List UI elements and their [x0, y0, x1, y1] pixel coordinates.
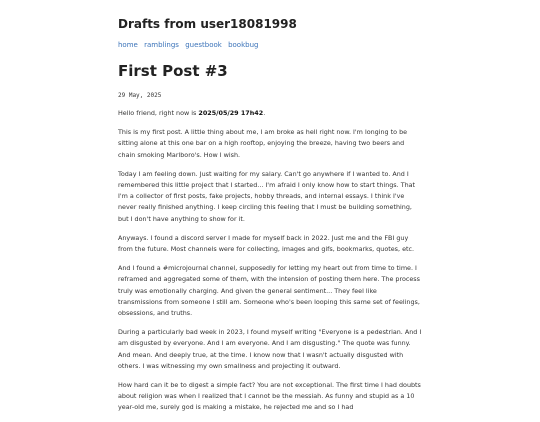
post-paragraph: And I found a #microjournal channel, supposedly for letting my heart out from time to time. I reframed and aggregated some of them, with the intension of posting them here. The process truly was emotionally charging. And given the general sentiment... They feel like transmissions from someone I still am. Someone who's been looping this same set of feelings, obsessions, and truths.	[118, 264, 420, 318]
greeting-suffix: .	[263, 109, 266, 117]
nav-link-ramblings[interactable]: ramblings	[144, 41, 179, 49]
post-date: 29 May, 2025	[118, 92, 162, 99]
post-title: First Post #3	[118, 62, 228, 80]
greeting-time: 2025/05/29 17h42	[198, 109, 264, 117]
post-paragraph: Today I am feeling down. Just waiting for my salary. Can't go anywhere if I wanted to. And I remembered this little project that I started... I'm afraid I only know how to start things. That I'm a collector of first posts, fake projects, hobby threads, and internal essays. I think I've never really finished anything. I keep circling this feeling that I must be building something, but I don't have anything to show for it.	[118, 169, 416, 223]
nav-link-bookbug[interactable]: bookbug	[228, 41, 259, 49]
post-paragraph: During a particularly bad week in 2023, I found myself writing "Everyone is a pedestrian. And I am disgusted by everyone. And I am everyone. And I am disgusting." The quote was funny. And mean. And deeply true, at the time. I know now that I wasn't actually disgusted with others. I was witnessing my own smallness and projecting it outward.	[118, 328, 422, 370]
nav-link-guestbook[interactable]: guestbook	[185, 41, 222, 49]
greeting-paragraph	[118, 108, 423, 119]
site-title: Drafts from user18081998	[118, 17, 297, 31]
post-paragraph: Anyways. I found a discord server I made for myself back in 2022. Just me and the FBI guy from the future. Most channels were for collecting, images and gifs, bookmarks, quotes, etc.	[118, 233, 415, 254]
post-body	[118, 108, 423, 422]
post-paragraph: This is my first post. A little thing about me, I am broke as hell right now. I'm longing to be sitting alone at this one bar on a high rooftop, enjoying the breeze, having two beers and chain smoking Marlboro's. How I wish.	[118, 128, 408, 159]
nav-link-home[interactable]: home	[118, 41, 138, 49]
post-paragraph: How hard can it be to digest a simple fact? You are not exceptional. The first time I had doubts about religion was when I realized that I cannot be the messiah. As funny and stupid as a 10 year-old me, surely god is making a mistake, he rejected me and so I had	[118, 381, 421, 412]
nav-bar	[118, 41, 262, 49]
greeting-prefix: Hello friend, right now is	[118, 109, 199, 117]
